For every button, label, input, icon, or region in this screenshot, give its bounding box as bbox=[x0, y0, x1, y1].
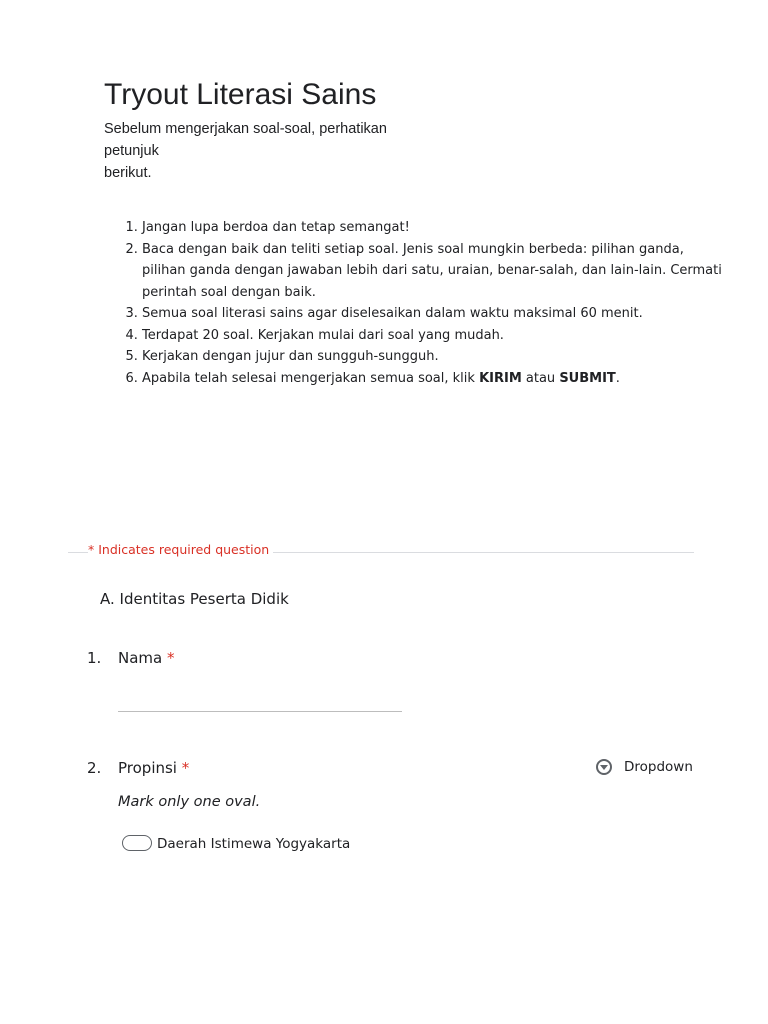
description-line: berikut. bbox=[104, 165, 152, 181]
question-label bbox=[118, 759, 189, 777]
required-note: * Indicates required question bbox=[88, 542, 273, 557]
form-title: Tryout Literasi Sains bbox=[104, 78, 377, 111]
form-description bbox=[104, 118, 444, 184]
question-number: 1. bbox=[87, 649, 102, 667]
question-hint: Mark only one oval. bbox=[118, 794, 261, 810]
option-oval[interactable] bbox=[122, 835, 152, 851]
instruction-item: 1. Jangan lupa berdoa dan tetap semangat! bbox=[142, 217, 722, 239]
required-star: * bbox=[167, 649, 175, 667]
instruction-item: 5. Kerjakan dengan jujur dan sungguh-sungguh. bbox=[142, 346, 722, 368]
question-label bbox=[118, 649, 175, 667]
option-label: Daerah Istimewa Yogyakarta bbox=[157, 836, 351, 852]
instruction-item bbox=[142, 368, 722, 390]
instructions-list bbox=[104, 217, 722, 389]
required-star: * bbox=[181, 759, 190, 777]
question-title: Propinsi bbox=[118, 759, 177, 777]
instruction-item: 4. Terdapat 20 soal. Kerjakan mulai dari soal yang mudah. bbox=[142, 325, 722, 347]
description-line: Sebelum mengerjakan soal-soal, perhatikan petunjuk bbox=[104, 121, 387, 159]
nama-answer-line[interactable] bbox=[118, 711, 402, 712]
instruction-text: Apabila telah selesai mengerjakan semua soal, klik bbox=[142, 370, 480, 386]
kirim-keyword: KIRIM bbox=[479, 370, 522, 386]
instruction-text: . bbox=[615, 370, 620, 386]
instruction-item: 2. Baca dengan baik dan teliti setiap soal. Jenis soal mungkin berbeda: pilihan ganda, pilihan ganda dengan jawaban lebih dari satu, uraian, benar-salah, dan lain-lain. Cermati perintah soal dengan baik. bbox=[142, 239, 722, 304]
question-number: 2. bbox=[87, 759, 102, 777]
instruction-item: 3. Semua soal literasi sains agar diselesaikan dalam waktu maksimal 60 menit. bbox=[142, 303, 722, 325]
question-title: Nama bbox=[118, 649, 163, 667]
submit-keyword: SUBMIT bbox=[559, 370, 616, 386]
question-type-label: Dropdown bbox=[624, 759, 693, 775]
section-title: A. Identitas Peserta Didik bbox=[100, 590, 289, 608]
dropdown-circle-icon bbox=[596, 759, 612, 775]
instruction-text: atau bbox=[521, 370, 560, 386]
